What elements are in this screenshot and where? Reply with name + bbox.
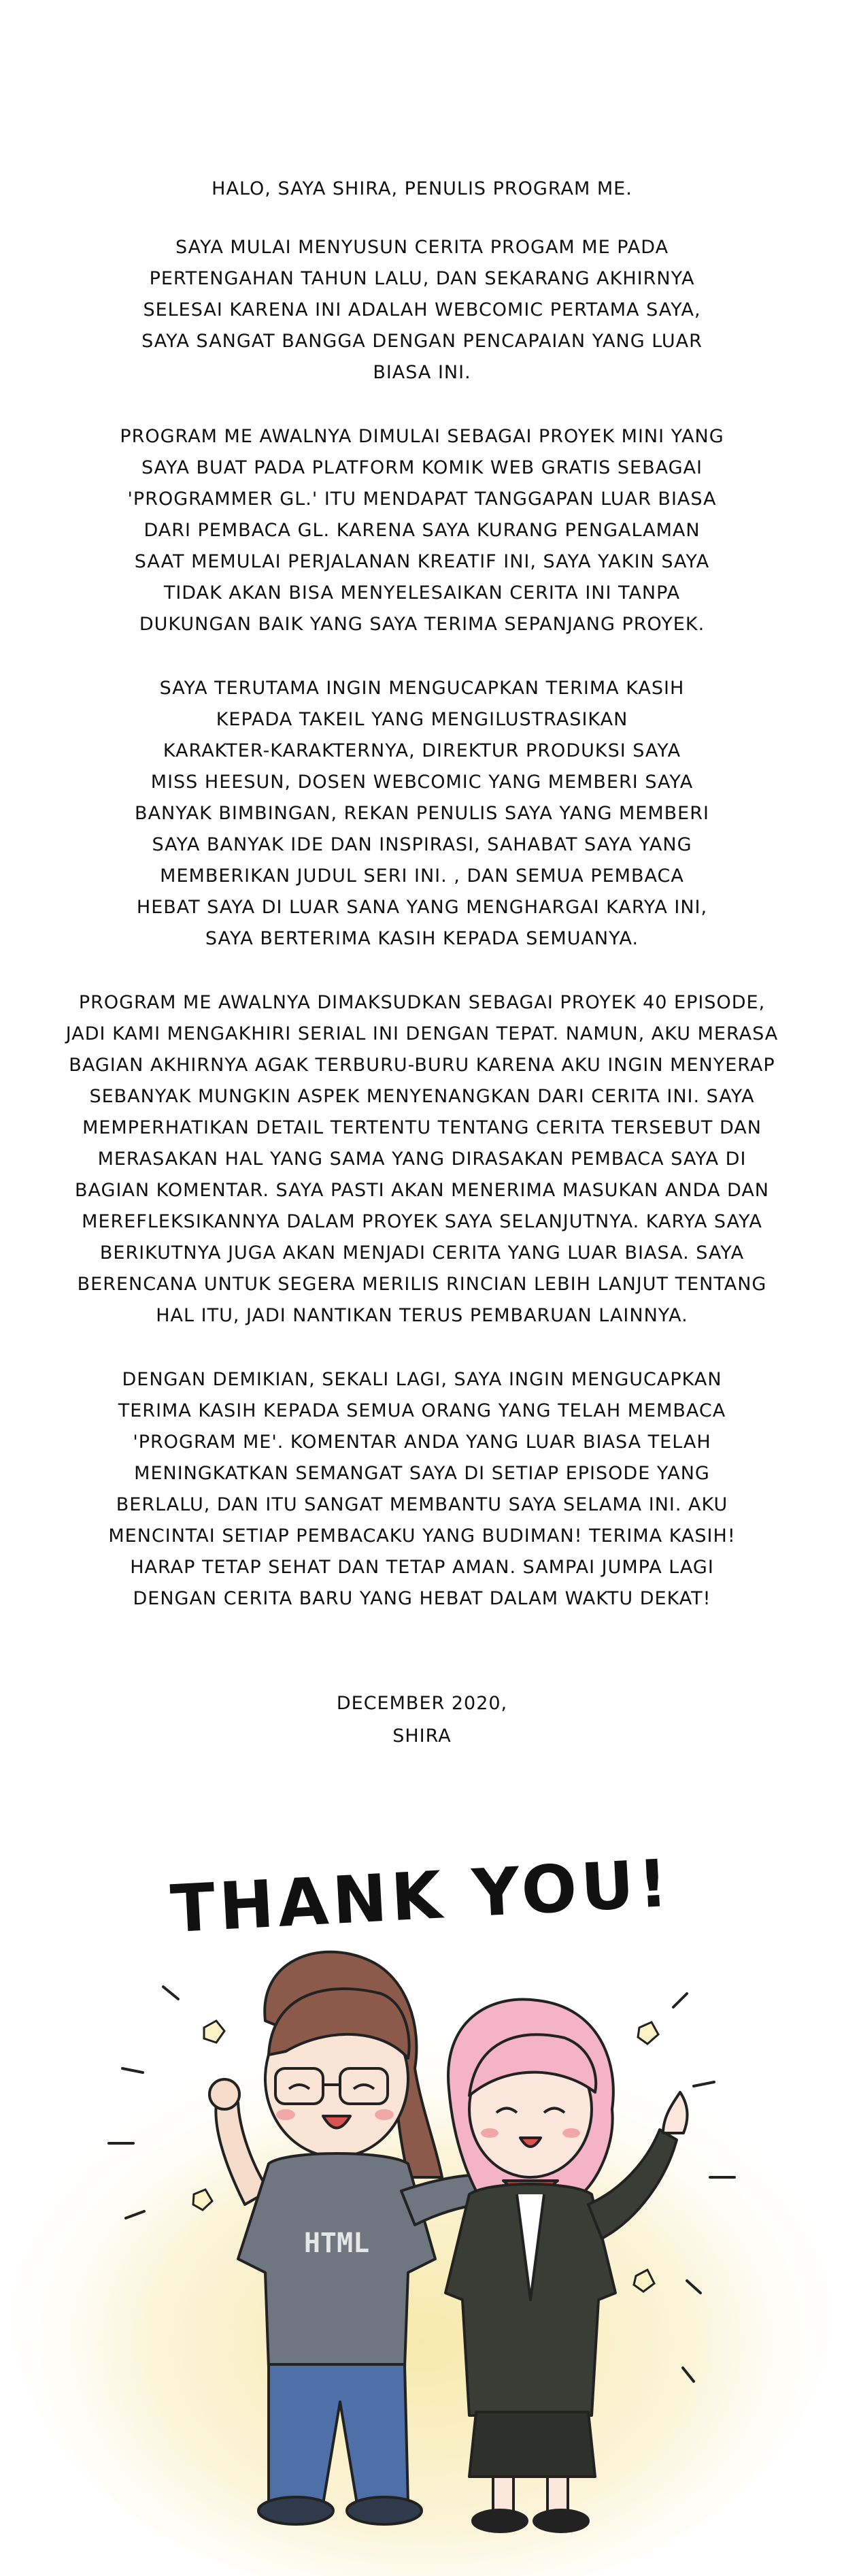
letter-paragraph-5: DENGAN DEMIKIAN, SEKALI LAGI, SAYA INGIN MENGUCAPKAN TERIMA KASIH KEPADA SEMUA ORANG YANG TELAH MEMBACA 'PROGRAM ME'. KOMENTAR ANDA YANG LUAR BIASA TELAH MENINGKATKAN SEMANGAT SAYA DI SETIAP EPISODE YANG BERLALU, DAN ITU SANGAT MEMBANTU SAYA SELAMA INI. AKU MENCINTAI SETIAP PEMBACAKU YANG BUDIMAN! TERIMA KASIH! HARAP TETAP SEHAT DAN TETAP AMAN. SAMPAI JUMPA LAGI DENGAN CERITA BARU YANG HEBAT DALAM WAKTU DEKAT!	[108, 1369, 736, 1609]
letter-date: DECEMBER 2020,	[336, 1693, 508, 1714]
shirt-html-text: HTML	[303, 2228, 370, 2259]
thank-you-illustration	[0, 1823, 844, 2576]
afterword-letter	[54, 174, 790, 1647]
letter-paragraph-1: SAYA MULAI MENYUSUN CERITA PROGAM ME PADA PERTENGAHAN TAHUN LALU, DAN SEKARANG AKHIRNYA SELESAI KARENA INI ADALAH WEBCOMIC PERTAMA SAYA, SAYA SANGAT BANGGA DENGAN PENCAPAIAN YANG LUAR BIASA INI.	[141, 237, 703, 383]
thank-you-headline: THANK YOU!	[169, 1845, 674, 1948]
letter-paragraph-2: PROGRAM ME AWALNYA DIMULAI SEBAGAI PROYEK MINI YANG SAYA BUAT PADA PLATFORM KOMIK WEB GRATIS SEBAGAI 'PROGRAMMER GL.' ITU MENDAPAT TANGGAPAN LUAR BIASA DARI PEMBACA GL. KARENA SAYA KURANG PENGALAMAN SAAT MEMULAI PERJALANAN KREATIF INI, SAYA YAKIN SAYA TIDAK AKAN BISA MENYELESAIKAN CERITA INI TANPA DUKUNGAN BAIK YANG SAYA TERIMA SEPANJANG PROYEK.	[120, 426, 724, 635]
letter-greeting: HALO, SAYA SHIRA, PENULIS PROGRAM ME.	[212, 178, 632, 199]
letter-signature: SHIRA	[392, 1725, 452, 1747]
letter-signoff	[0, 1687, 844, 1753]
letter-paragraph-4: PROGRAM ME AWALNYA DIMAKSUDKAN SEBAGAI PROYEK 40 EPISODE, JADI KAMI MENGAKHIRI SERIAL INI DENGAN TEPAT. NAMUN, AKU MERASA BAGIAN AKHIRNYA AGAK TERBURU-BURU KARENA AKU INGIN MENYERAP SEBANYAK MUNGKIN ASPEK MENYENANGKAN DARI CERITA INI. SAYA MEMPERHATIKAN DETAIL TERTENTU TENTANG CERITA TERSEBUT DAN MERASAKAN HAL YANG SAMA YANG DIRASAKAN PEMBACA SAYA DI BAGIAN KOMENTAR. SAYA PASTI AKAN MENERIMA MASUKAN ANDA DAN MEREFLEKSIKANNYA DALAM PROYEK SAYA SELANJUTNYA. KARYA SAYA BERIKUTNYA JUGA AKAN MENJADI CERITA YANG LUAR BIASA. SAYA BERENCANA UNTUK SEGERA MERILIS RINCIAN LEBIH LANJUT TENTANG HAL ITU, JADI NANTIKAN TERUS PEMBARUAN LAINNYA.	[65, 992, 779, 1326]
letter-paragraph-3: SAYA TERUTAMA INGIN MENGUCAPKAN TERIMA KASIH KEPADA TAKEIL YANG MENGILUSTRASIKAN KARAKTER-KARAKTERNYA, DIREKTUR PRODUKSI SAYA MISS HEESUN, DOSEN WEBCOMIC YANG MEMBERI SAYA BANYAK BIMBINGAN, REKAN PENULIS SAYA YANG MEMBERI SAYA BANYAK IDE DAN INSPIRASI, SAHABAT SAYA YANG MEMBERIKAN JUDUL SERI INI. , DAN SEMUA PEMBACA HEBAT SAYA DI LUAR SANA YANG MENGHARGAI KARYA INI, SAYA BERTERIMA KASIH KEPADA SEMUANYA.	[135, 678, 709, 949]
